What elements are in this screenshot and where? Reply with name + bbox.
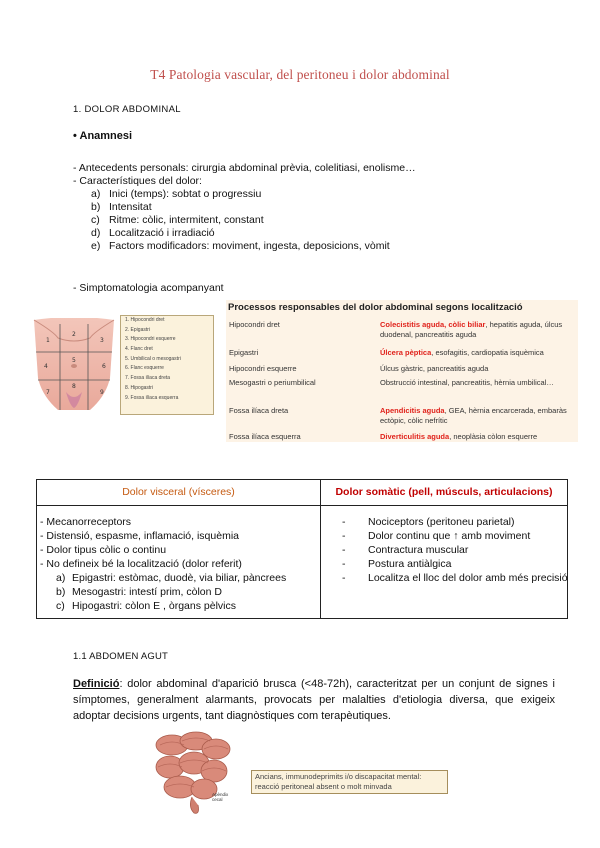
visceral-list	[40, 515, 286, 613]
page-title: T4 Patologia vascular, del peritoneu i dolor abdominal	[150, 67, 450, 82]
abdomen-regions-legend	[120, 315, 214, 415]
legend-item: 9. Fossa ilíaca esquerra	[125, 394, 179, 401]
region-cell: Hipocondri esquerre	[229, 364, 297, 373]
list-item: a) Epigastri: estòmac, duodè, via biliar, pàncrees	[56, 572, 287, 584]
visceral-header: Dolor visceral (vísceres)	[122, 486, 235, 498]
definition-label: Definició	[73, 678, 120, 690]
legend-item: 3. Hipocondri esquerre	[125, 336, 176, 343]
list-item: - No defineix bé la localització (dolor referit)	[40, 558, 242, 570]
region-cell: Fossa ilíaca esquerra	[229, 432, 301, 441]
process-cell: Úlcera pèptica, esofagitis, cardiopatia isquèmica	[380, 348, 544, 357]
sub-item: b) Intensitat	[91, 201, 152, 213]
list-item: - Distensió, espasme, inflamació, isquèmia	[40, 530, 239, 542]
list-item: - Contractura muscular	[342, 544, 469, 556]
region-cell: Mesogastri o periumbilical	[229, 378, 316, 387]
legend-item: 2. Epigastri	[125, 326, 151, 333]
list-item: - Mecanorreceptors	[40, 516, 132, 528]
table-row	[226, 406, 578, 428]
svg-text:8: 8	[72, 383, 76, 390]
appendix-label: Apèndix cecal	[212, 792, 229, 802]
process-cell: Apendicitis aguda, GEA, hèrnia encarcerada, embaràs ectòpic, còlic nefrític	[380, 406, 567, 425]
sub-item: c) Ritme: còlic, intermitent, constant	[91, 214, 264, 226]
list-item: - Postura antiàlgica	[342, 558, 452, 570]
legend-item: 1. Hipocondri dret	[125, 317, 165, 323]
caracteristiques-line: - Característiques del dolor:	[73, 175, 202, 187]
region-cell: Fossa ilíaca dreta	[229, 406, 289, 415]
svg-text:4: 4	[44, 363, 48, 370]
list-item: - Nociceptors (peritoneu parietal)	[342, 516, 515, 528]
antecedents-line: - Antecedents personals: cirurgia abdominal prèvia, colelitiasi, enolisme…	[73, 162, 416, 174]
abdomen-regions-illustration	[26, 318, 122, 412]
svg-text:3: 3	[100, 337, 104, 344]
legend-item: 5. Umbilical o mesogastri	[125, 355, 181, 362]
list-item: - Dolor continu que ↑ amb moviment	[342, 530, 531, 542]
section-heading-abdomen-agut: 1.1 ABDOMEN AGUT	[73, 651, 169, 662]
process-cell: Diverticulitis aguda, neoplàsia còlon esquerre	[380, 432, 538, 441]
table-row	[226, 364, 578, 376]
region-cell: Epigastri	[229, 348, 259, 357]
column-divider	[320, 480, 321, 618]
legend-item: 6. Flanc esquerre	[125, 365, 164, 372]
svg-text:9: 9	[100, 389, 104, 396]
sub-item: e) Factors modificadors: moviment, ingesta, deposicions, vòmit	[91, 240, 390, 252]
svg-text:5: 5	[72, 357, 76, 364]
definition-paragraph	[73, 676, 555, 724]
svg-text:2: 2	[72, 331, 76, 338]
sub-item: a) Inici (temps): sobtat o progressiu	[91, 188, 262, 200]
simptomatologia-line: - Simptomatologia acompanyant	[73, 282, 224, 294]
table-row	[226, 320, 578, 342]
table-row	[226, 378, 578, 400]
list-item: b) Mesogastri: intestí prim, còlon D	[56, 586, 222, 598]
region-cell: Hipocondri dret	[229, 320, 280, 329]
somatic-list	[342, 515, 573, 585]
svg-text:7: 7	[46, 389, 50, 396]
list-item: - Dolor tipus còlic o continu	[40, 544, 167, 556]
process-cell: Úlcus gàstric, pancreatitis aguda	[380, 364, 489, 373]
svg-text:6: 6	[102, 363, 106, 370]
anamnesi-list	[73, 162, 416, 253]
elderly-note-box: Ancians, immunodeprimits i/o discapacitat mental: reacció peritoneal absent o molt minvada	[251, 770, 448, 794]
legend-item: 8. Hipogastri	[125, 384, 154, 391]
somatic-header: Dolor somàtic (pell, músculs, articulacions)	[335, 486, 553, 498]
legend-item: 4. Flanc dret	[125, 346, 153, 353]
legend-item: 7. Fossa ilíaca dreta	[125, 375, 171, 382]
definition-text: : dolor abdominal d'aparició brusca (<48-72h), caracteritzat per un conjunt de signes i símptomes, generalment alarmants, provocats per malalties d'etiologia diversa, que exigeix adoptar decisions urgents, tant diagnòstiques com terapèutiques.	[73, 678, 555, 722]
visceral-somatic-comparison	[36, 479, 568, 619]
process-cell: Obstrucció intestinal, pancreatitis, hèrnia umbilical…	[380, 378, 554, 387]
section-heading-dolor-abdominal: 1. DOLOR ABDOMINAL	[73, 104, 181, 115]
localization-table	[226, 300, 578, 442]
table-row	[226, 432, 578, 442]
header-divider	[37, 505, 567, 506]
list-item: c) Hipogastri: còlon E , òrgans pèlvics	[56, 600, 236, 612]
sub-item: d) Localització i irradiació	[91, 227, 215, 239]
localization-table-title: Processos responsables del dolor abdominal segons localització	[228, 302, 523, 313]
svg-text:1: 1	[46, 337, 50, 344]
list-item: - Localitza el lloc del dolor amb més precisió	[342, 572, 568, 584]
process-cell: Colecistitis aguda, còlic biliar, hepatitis aguda, úlcus duodenal, pancreatitis aguda	[380, 320, 563, 339]
table-row	[226, 348, 578, 360]
anamnesi-heading: • Anamnesi	[73, 130, 133, 142]
